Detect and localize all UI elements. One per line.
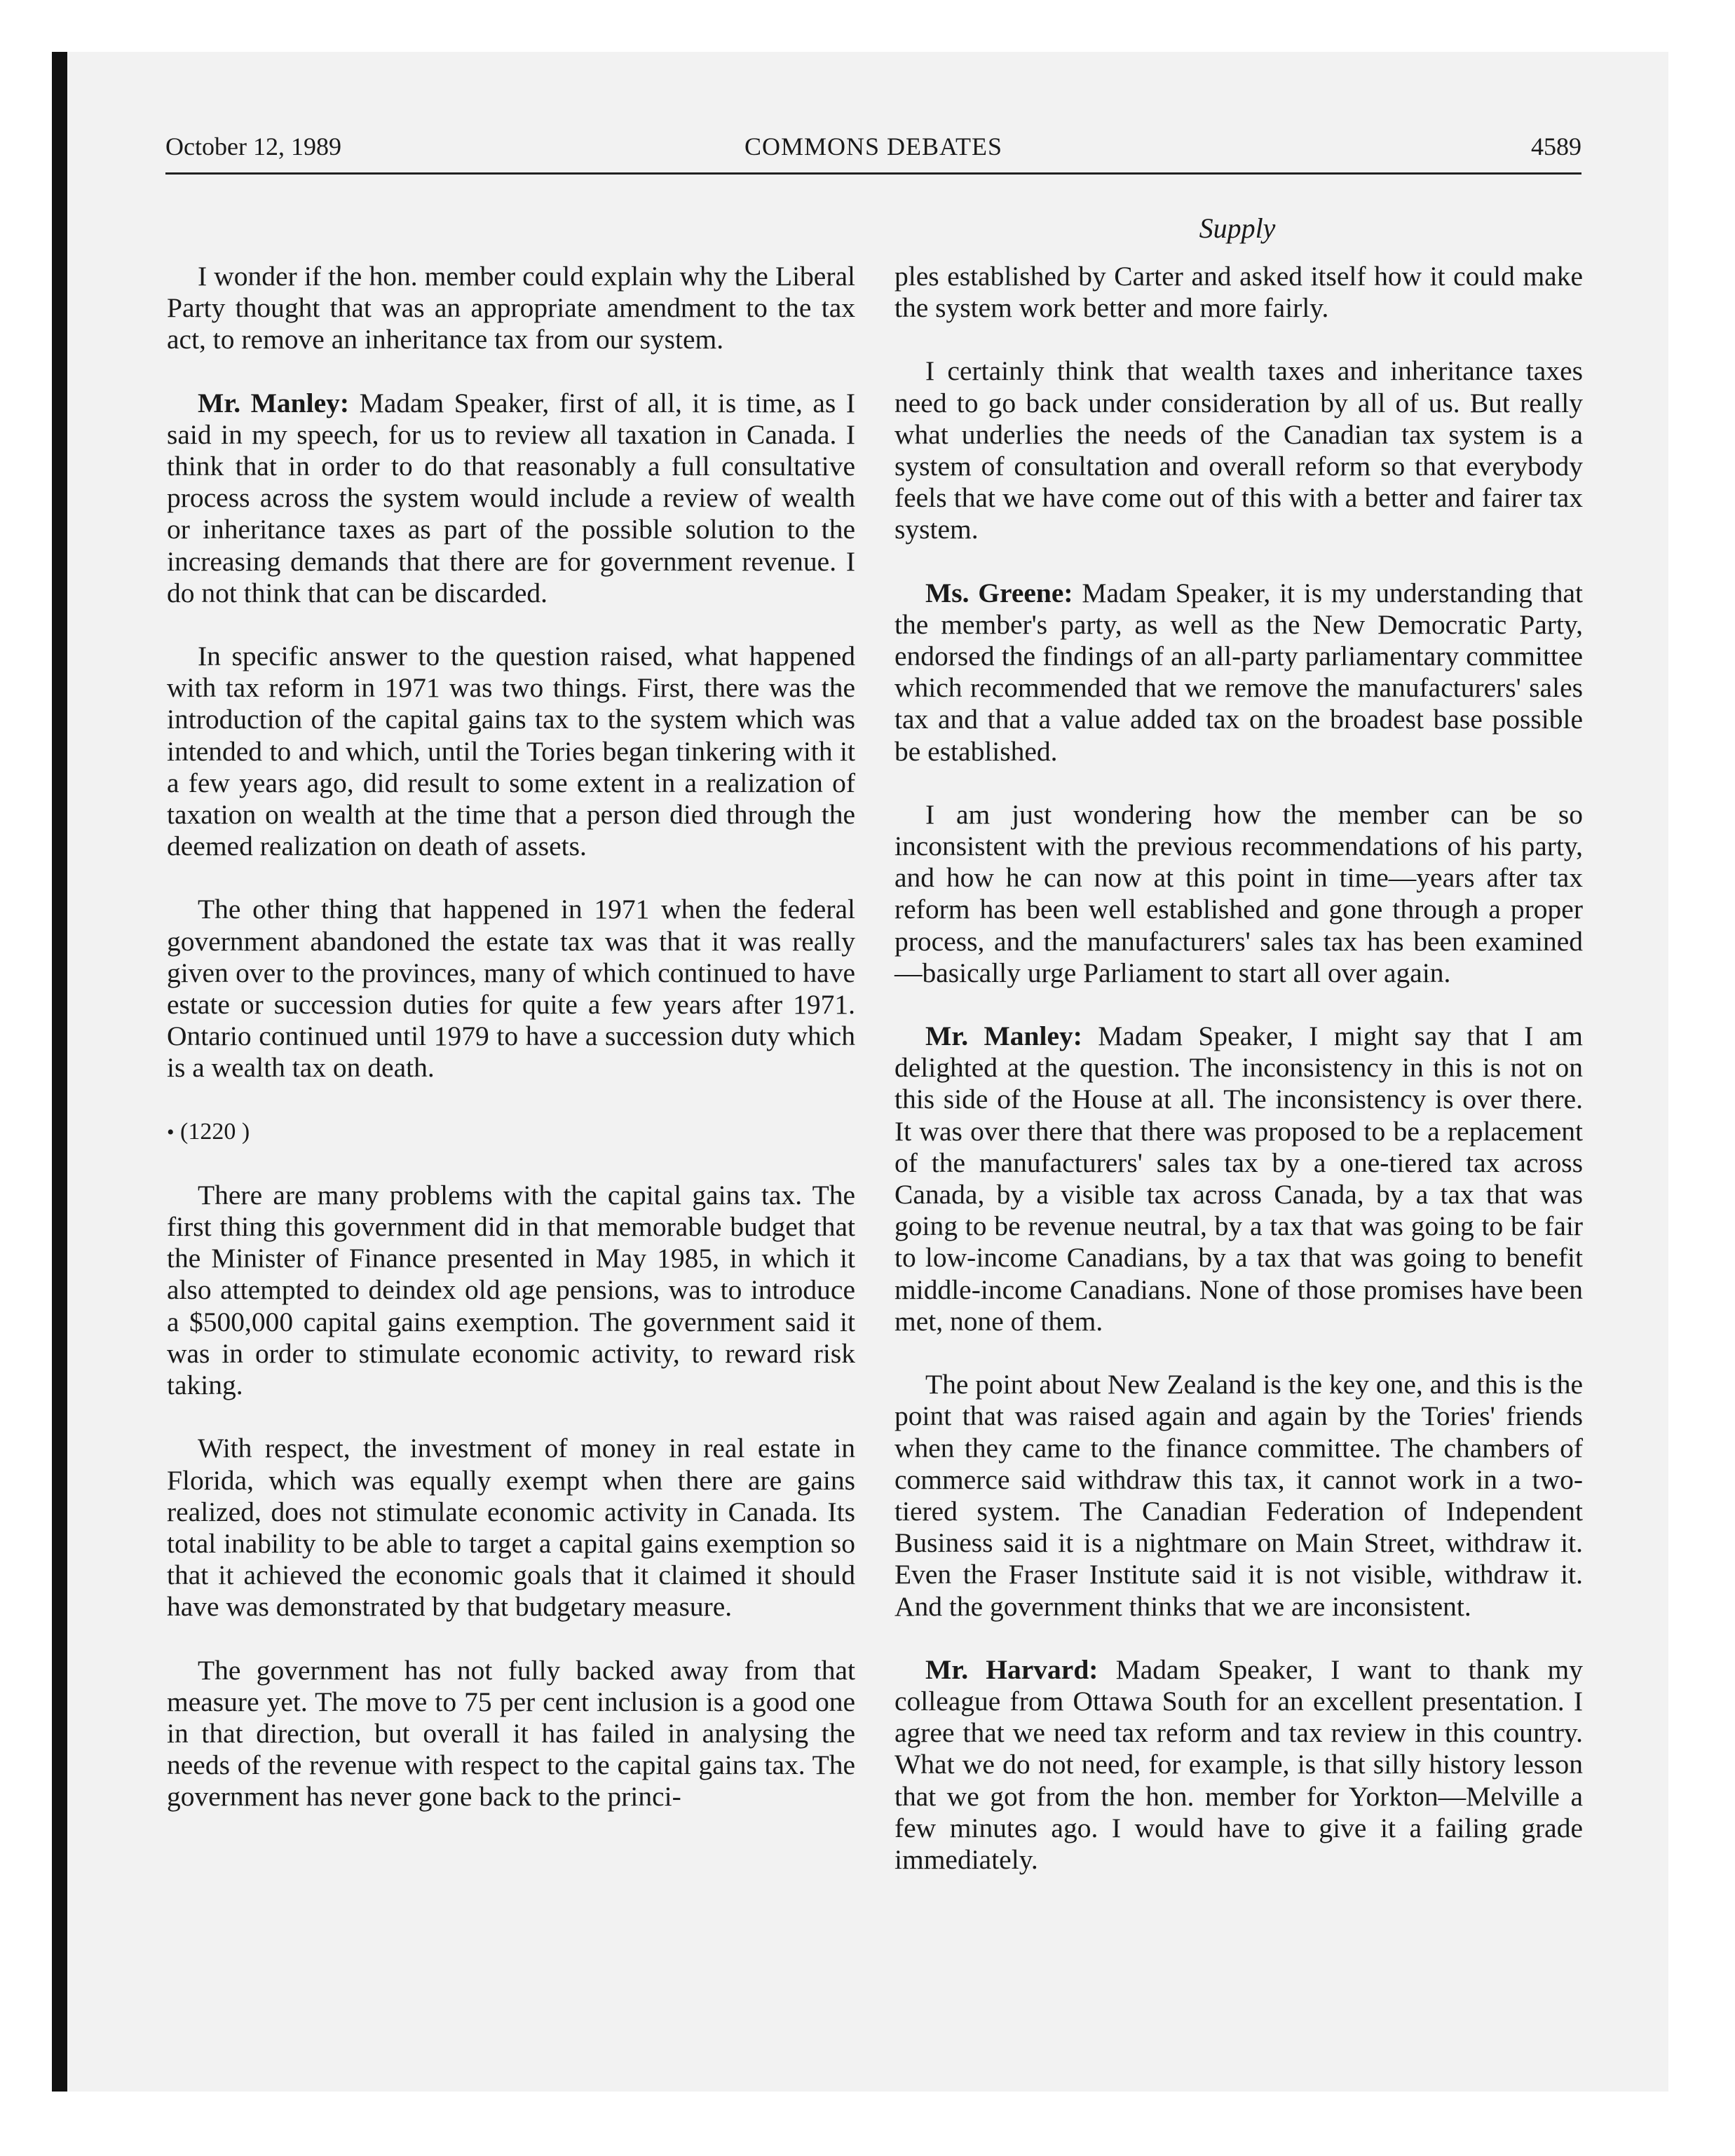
speaker-name: Ms. Greene: [925,577,1073,608]
bullet-icon: • [167,1120,175,1144]
left-column [167,261,855,1845]
time-stamp [167,1116,855,1148]
paragraph [894,1021,1583,1337]
paragraph: I wonder if the hon. member could explain why the Liberal Party thought that was an appropriate amendment to the tax act, to remove an inheritance tax from our system. [167,261,855,355]
header-rule [165,172,1581,175]
time-stamp-text: (1220 ) [180,1118,250,1145]
speaker-name: Mr. Manley: [925,1021,1082,1052]
section-title: Supply [1199,212,1276,244]
speech-text: Madam Speaker, it is my understanding that the member's party, as well as the New Democratic Party, endorsed the findings of an all-party parliamentary committee which recommended that we remove the manufacturers' sales tax and that a value added tax on the broadest base possible be established. [894,577,1583,767]
speech-text: Madam Speaker, first of all, it is time, as I said in my speech, for us to review all taxation in Canada. I think that in order to do that reasonably a full consultative process across the system would include a review of wealth or inheritance taxes as part of the possible solution to the increasing demands that there are for government revenue. I do not think that can be discarded. [167,387,855,608]
page-number: 4589 [1531,132,1581,161]
header-title: COMMONS DEBATES [744,132,1003,161]
paragraph: The government has not fully backed away from that measure yet. The move to 75 per cent inclusion is a good one in that direction, but overall it has failed in analysing the needs of the revenue with respect to the capital gains tax. The government has never gone back to the princi- [167,1654,855,1813]
paragraph: In specific answer to the question raised, what happened with tax reform in 1971 was two things. First, there was the introduction of the capital gains tax to the system which was intended to and which, until the Tories began tinkering with it a few years ago, did result to some extent in a realization of taxation on wealth at the time that a person died through the deemed realization on death of assets. [167,641,855,862]
speaker-name: Mr. Harvard: [925,1653,1098,1685]
right-column [894,261,1583,1907]
paragraph [894,578,1583,767]
header-date: October 12, 1989 [165,132,341,161]
scan-border [52,52,67,2092]
paragraph [167,388,855,609]
paragraph: The other thing that happened in 1971 when the federal government abandoned the estate tax was that it was really given over to the provinces, many of which continued to have estate or succession duties for quite a few years after 1971. Ontario continued until 1979 to have a succession duty which is a wealth tax on death. [167,894,855,1084]
paragraph: I certainly think that wealth taxes and inheritance taxes need to go back under consideration by all of us. But really what underlies the needs of the Canadian tax system is a system of consultation and overall reform so that everybody feels that we have come out of this with a better and fairer tax system. [894,355,1583,545]
paragraph: I am just wondering how the member can be so inconsistent with the previous recommendations of his party, and how he can now at this point in time—years after tax reform has been well established and gone through a proper process, and the manufacturers' sales tax has been examined—basically urge Parliament to start all over again. [894,798,1583,988]
paragraph: The point about New Zealand is the key one, and this is the point that was raised again and again by the Tories' friends when they came to the finance committee. The chambers of commerce said withdraw this tax, it cannot work in a two-tiered system. The Canadian Federation of Independent Business said it is a nightmare on Main Street, withdraw it. Even the Fraser Institute said it is not visible, withdraw it. And the government thinks that we are inconsistent. [894,1369,1583,1622]
paragraph: With respect, the investment of money in real estate in Florida, which was equally exempt when there are gains realized, does not stimulate economic activity in Canada. Its total inability to be able to target a capital gains exemption so that it achieved the economic goals that it claimed it should have was demonstrated by that budgetary measure. [167,1433,855,1623]
speech-text: Madam Speaker, I want to thank my colleague from Ottawa South for an excellent presentation. I agree that we need tax reform and tax review in this country. What we do not need, for example, is that silly history lesson that we got from the hon. member for Yorkton—Melville a few minutes ago. I would have to give it a failing grade immediately. [894,1653,1583,1875]
paragraph: There are many problems with the capital gains tax. The first thing this government did in that memorable budget that the Minister of Finance presented in May 1985, in which it also attempted to deindex old age pensions, was to introduce a $500,000 capital gains exemption. The government said it was in order to stimulate economic activity, to reward risk taking. [167,1179,855,1401]
page-header [165,132,1581,172]
paragraph [894,1654,1583,1876]
paragraph: ples established by Carter and asked itself how it could make the system work better and more fairly. [894,261,1583,324]
speech-text: Madam Speaker, I might say that I am delighted at the question. The inconsistency in this is not on this side of the House at all. The inconsistency is over there. It was over there that there was proposed to be a replacement of the manufacturers' sales tax by a one-tiered tax across Canada, by a visible tax across Canada, by a tax that was going to be revenue neutral, by a tax that was going to be fair to low-income Canadians, by a tax that was going to benefit middle-income Canadians. None of those promises have been met, none of them. [894,1021,1583,1337]
speaker-name: Mr. Manley: [198,387,350,418]
